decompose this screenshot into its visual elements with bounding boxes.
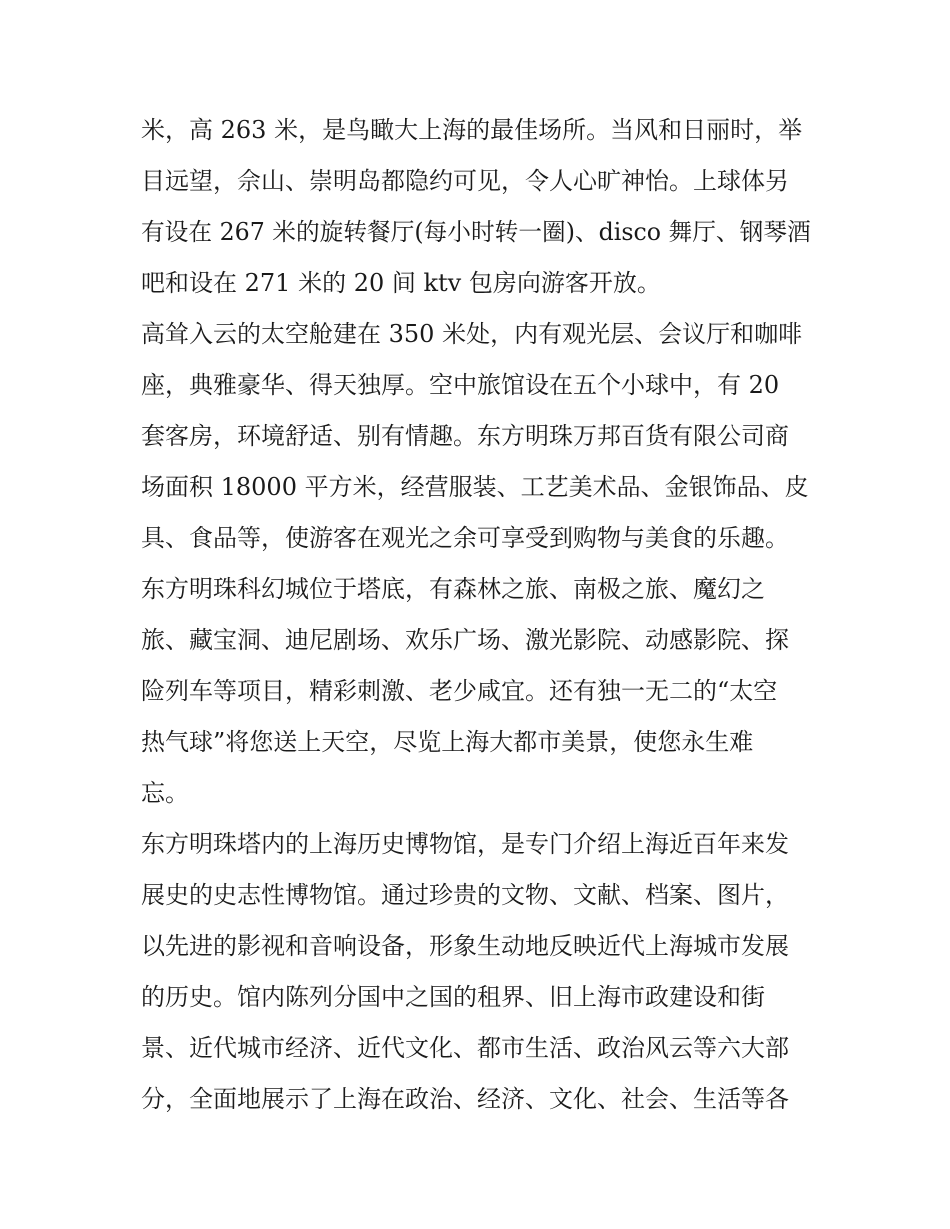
text-line: 展史的史志性博物馆。通过珍贵的文物、文献、档案、图片， [141,881,789,909]
text-line: 分，全面地展示了上海在政治、经济、文化、社会、生活等各 [141,1085,789,1113]
text-line: 险列车等项目，精彩刺激、老少咸宜。还有独一无二的“太空 [141,677,778,705]
text-line: 米，高 263 米，是鸟瞰大上海的最佳场所。当风和日丽时，举 [141,116,803,144]
text-line: 有设在 267 米的旋转餐厅(每小时转一圈)、disco 舞厅、钢琴酒 [141,218,811,246]
text-line: 景、近代城市经济、近代文化、都市生活、政治风云等六大部 [141,1034,789,1062]
text-line: 场面积 18000 平方米，经营服装、工艺美术品、金银饰品、皮 [141,473,809,501]
text-line: 旅、藏宝洞、迪尼剧场、欢乐广场、激光影院、动感影院、探 [141,626,789,654]
text-line: 热气球”将您送上天空，尽览上海大都市美景，使您永生难 [141,728,754,756]
text-line: 座，典雅豪华、得天独厚。空中旅馆设在五个小球中，有 20 [141,371,780,399]
text-line: 东方明珠塔内的上海历史博物馆，是专门介绍上海近百年来发 [141,830,789,858]
text-line: 东方明珠科幻城位于塔底，有森林之旅、南极之旅、魔幻之 [141,575,765,603]
text-line: 高耸入云的太空舱建在 350 米处，内有观光层、会议厅和咖啡 [141,320,803,348]
text-line: 套客房，环境舒适、别有情趣。东方明珠万邦百货有限公司商 [141,422,789,450]
text-line: 具、食品等，使游客在观光之余可享受到购物与美食的乐趣。 [141,524,789,552]
text-line: 忘。 [141,779,189,807]
text-line: 的历史。馆内陈列分国中之国的租界、旧上海市政建设和街 [141,983,765,1011]
text-line: 目远望，佘山、崇明岛都隐约可见，令人心旷神怡。上球体另 [141,167,789,195]
text-line: 以先进的影视和音响设备，形象生动地反映近代上海城市发展 [141,932,789,960]
text-line: 吧和设在 271 米的 20 间 ktv 包房向游客开放。 [141,269,661,297]
